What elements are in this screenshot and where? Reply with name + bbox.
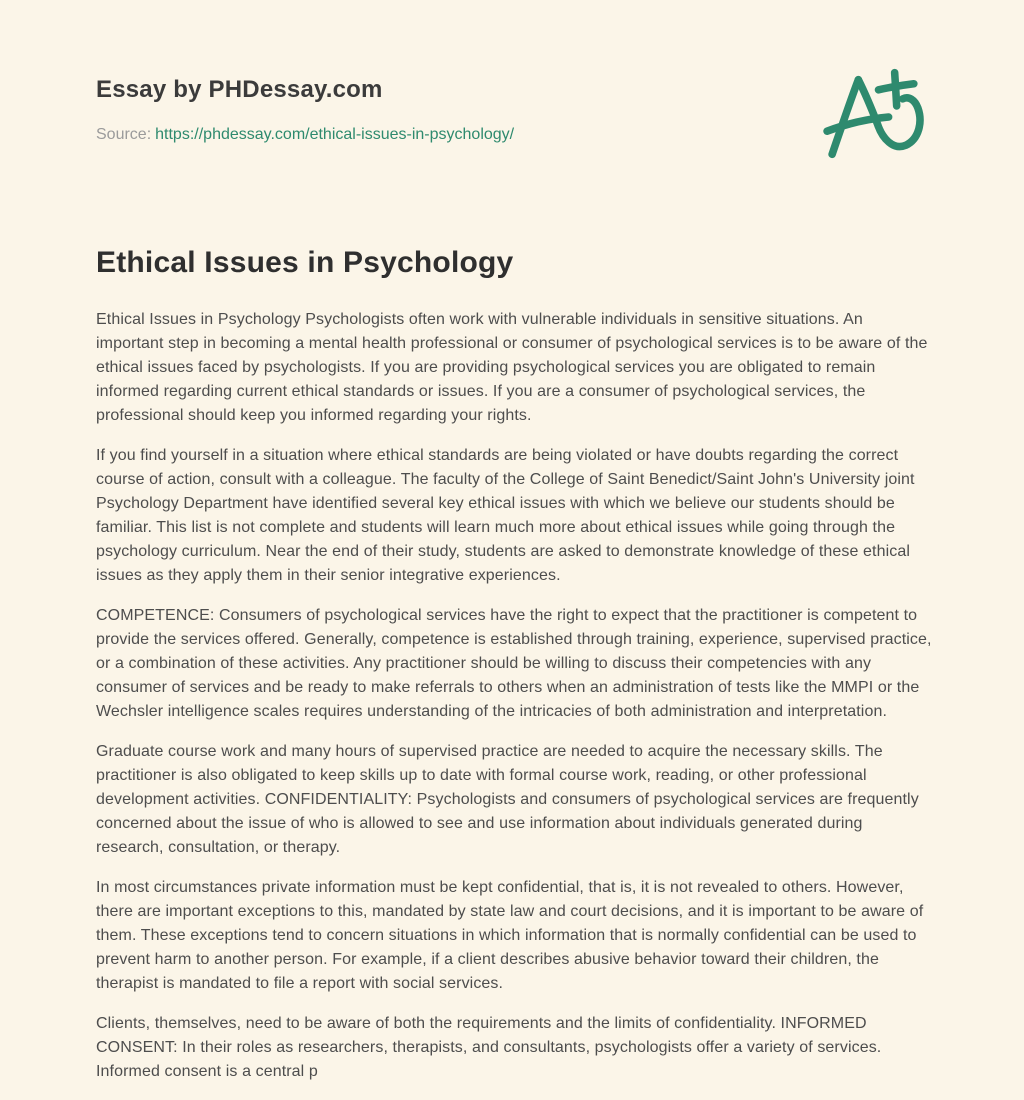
essay-paragraph-2: If you find yourself in a situation where ethical standards are being violated or have doubts regarding the correct course of action, consult with a colleague. The faculty of the College of Saint Benedict/Saint John's University joint Psychology Department have identified several key ethical issues with which we believe our students should be familiar. This list is not complete and students will learn much more about ethical issues while going through the psychology curriculum. Near the end of their study, students are asked to demonstrate knowledge of these ethical issues as they apply them in their senior integrative experiences. [96,447,915,584]
header-text-block [96,72,514,144]
source-label: Source: [96,126,152,143]
source-line [96,126,514,144]
essay-paragraph-4: Graduate course work and many hours of supervised practice are needed to acquire the necessary skills. The practitioner is also obligated to keep skills up to date with formal course work, reading, or other professional development activities. CONFIDENTIALITY: Psychologists and consumers of psychological services are frequently concerned about the issue of who is allowed to see and use information about individuals generated during research, consultation, or therapy. [96,743,919,856]
page-title: Essay by PHDessay.com [96,76,383,103]
essay-title: Ethical Issues in Psychology [96,246,514,279]
essay-paragraph-3: COMPETENCE: Consumers of psychological services have the right to expect that the practitioner is competent to provide the services offered. Generally, competence is established through training, experience, supervised practice, or a combination of these activities. Any practitioner should be willing to discuss their competencies with any consumer of services and be ready to make referrals to others when an administration of tests like the MMPI or the Wechsler intelligence scales requires understanding of the intricacies of both administration and interpretation. [96,607,932,720]
source-link[interactable]: https://phdessay.com/ethical-issues-in-psychology/ [155,126,515,143]
essay-paragraph-6: Clients, themselves, need to be aware of both the requirements and the limits of confidentiality. INFORMED CONSENT: In their roles as researchers, therapists, and consultants, psychologists offer a variety of services. Informed consent is a central p [96,1015,882,1080]
phdessay-a-plus-logo-icon [820,66,934,162]
essay-body [96,308,932,1084]
page-header [96,72,932,162]
essay-paragraph-1: Ethical Issues in Psychology Psychologists often work with vulnerable individuals in sensitive situations. An important step in becoming a mental health professional or consumer of psychological services is to be aware of the ethical issues faced by psychologists. If you are providing psychological services you are obligated to remain informed regarding current ethical standards or issues. If you are a consumer of psychological services, the professional should keep you informed regarding your rights. [96,311,928,424]
essay-paragraph-5: In most circumstances private information must be kept confidential, that is, it is not revealed to others. However, there are important exceptions to this, mandated by state law and court decisions, and it is important to be aware of them. These exceptions tend to concern situations in which information that is normally confidential can be used to prevent harm to another person. For example, if a client describes abusive behavior toward their children, the therapist is mandated to file a report with social services. [96,879,924,992]
